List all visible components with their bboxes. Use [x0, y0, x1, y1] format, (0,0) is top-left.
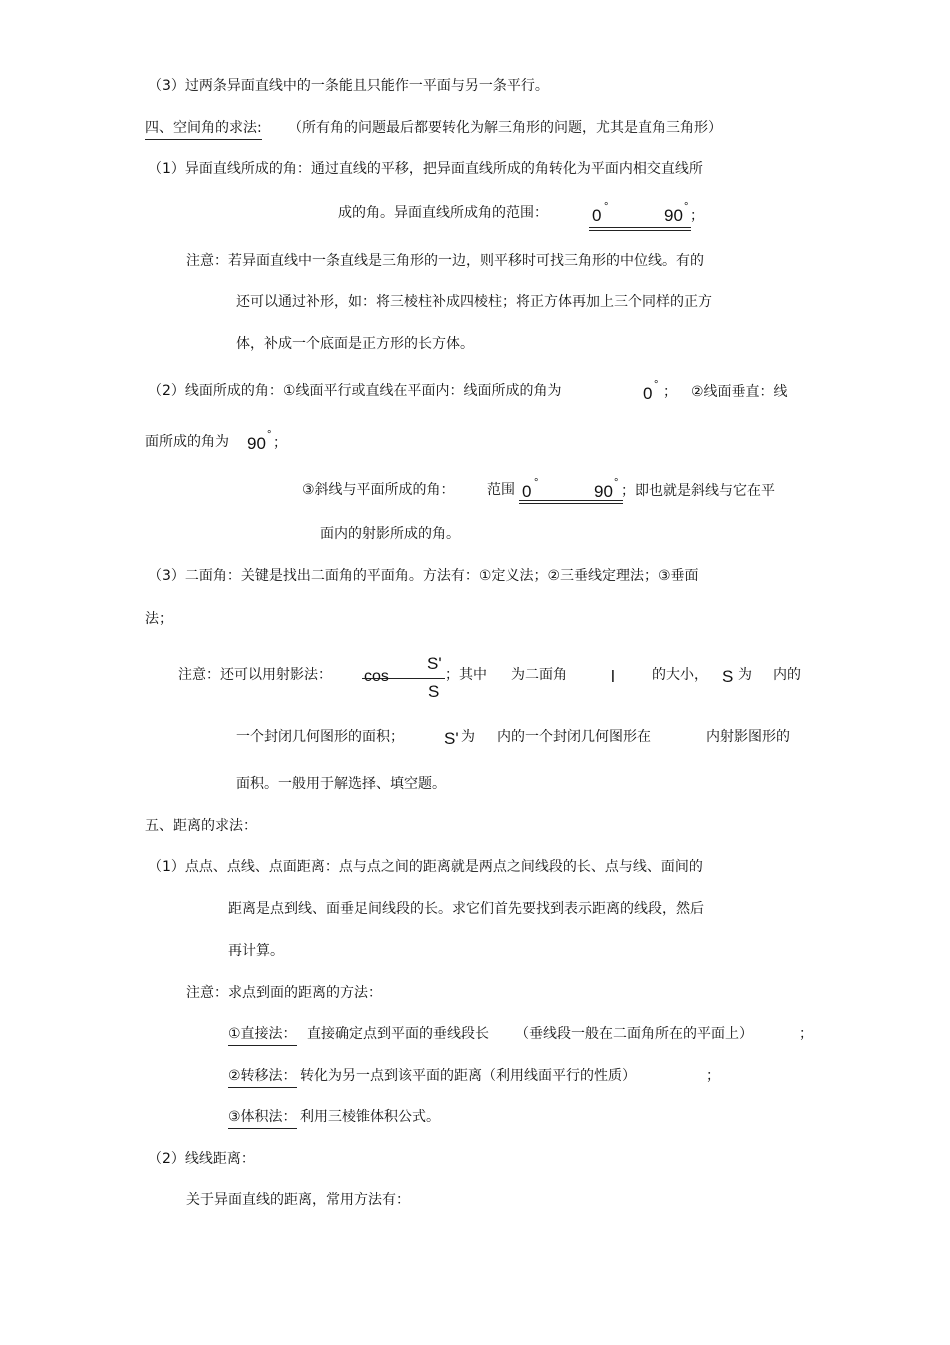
- text-line: （1）点点、点线、点面距离：点与点之间的距离就是两点之间线段的长、点与线、面间的: [148, 859, 703, 875]
- math-cos: cos: [364, 668, 389, 685]
- text-line: 成的角。异面直线所成角的范围：: [338, 205, 548, 221]
- text-line: ；其中: [445, 667, 487, 683]
- fraction-denominator: S: [428, 682, 440, 701]
- punctuation: ；: [799, 1026, 813, 1042]
- text-line: （所有角的问题最后都要转化为解三角形的问题，尤其是直角三角形）: [288, 120, 722, 136]
- note-line: 注意：若异面直线中一条直线是三角形的一边，则平移时可找三角形的中位线。有的: [186, 253, 704, 269]
- degree-symbol: °: [614, 477, 619, 489]
- text-line: 的大小，: [652, 667, 708, 683]
- double-underline: [589, 227, 691, 231]
- math-value: 90: [664, 206, 683, 225]
- text-line: 内的: [773, 667, 801, 683]
- text-line: 转化为另一点到该平面的距离（利用线面平行的性质）: [300, 1068, 636, 1084]
- text-line: 再计算。: [228, 943, 284, 959]
- note-line: 体，补成一个底面是正方形的长方体。: [236, 336, 474, 352]
- text-line: （3）过两条异面直线中的一条能且只能作一平面与另一条平行。: [148, 78, 549, 94]
- text-line: （1）异面直线所成的角：通过直线的平移，把异面直线所成的角转化为平面内相交直线所: [148, 161, 703, 177]
- text-line: 距离是点到线、面垂足间线段的长。求它们首先要找到表示距离的线段，然后: [228, 901, 704, 917]
- text-line: （2）线面所成的角：①线面平行或直线在平面内：线面所成的角为: [148, 383, 562, 399]
- text-line: （3）二面角：关键是找出二面角的平面角。方法有：①定义法；②三垂线定理法；③垂面: [148, 568, 699, 584]
- math-symbol: S': [444, 729, 459, 748]
- text-line: （垂线段一般在二面角所在的平面上）: [515, 1026, 753, 1042]
- degree-symbol: °: [654, 379, 659, 391]
- punctuation: ；: [706, 1068, 720, 1084]
- text-line: 面内的射影所成的角。: [320, 526, 460, 542]
- fraction-bar: [362, 678, 445, 679]
- fraction-numerator: S': [427, 654, 442, 673]
- math-symbol: S: [722, 667, 734, 686]
- degree-symbol: °: [267, 429, 272, 441]
- method-label: ②转移法：: [228, 1066, 297, 1088]
- degree-symbol: °: [604, 201, 609, 213]
- degree-symbol: °: [684, 201, 689, 213]
- section-heading: 五、距离的求法：: [145, 818, 257, 834]
- text-line: 面积。一般用于解选择、填空题。: [236, 776, 446, 792]
- text-line: 为: [461, 729, 475, 745]
- note-line: 还可以通过补形，如：将三棱柱补成四棱柱；将正方体再加上三个同样的正方: [236, 294, 712, 310]
- double-underline: [519, 500, 623, 504]
- text-line: 范围: [487, 482, 515, 498]
- text-line: （2）线线距离：: [148, 1151, 255, 1167]
- section-heading: 四、空间角的求法:: [145, 118, 262, 140]
- text-line: 利用三棱锥体积公式。: [300, 1109, 440, 1125]
- math-value: 0: [522, 482, 532, 501]
- text-line: ②线面垂直：线: [691, 384, 788, 400]
- text-line: ；即也就是斜线与它在平: [621, 483, 775, 499]
- punctuation: ；: [273, 435, 287, 451]
- math-value: 90: [594, 482, 613, 501]
- text-line: 法；: [145, 611, 173, 627]
- text-line: 为: [738, 667, 752, 683]
- text-line: 面所成的角为: [145, 434, 229, 450]
- method-label: ③体积法：: [228, 1107, 297, 1129]
- note-line: 注意：还可以用射影法：: [178, 667, 332, 683]
- text-line: 关于异面直线的距离，常用方法有：: [186, 1192, 410, 1208]
- text-line: 直接确定点到平面的垂线段长: [307, 1026, 489, 1042]
- punctuation: ；: [690, 208, 704, 224]
- text-line: 为二面角: [511, 667, 567, 683]
- math-value: 0: [643, 384, 653, 403]
- text-line: 一个封闭几何图形的面积；: [236, 729, 404, 745]
- degree-symbol: °: [534, 477, 539, 489]
- text-line: 内的一个封闭几何图形在: [497, 729, 651, 745]
- math-symbol: l: [611, 667, 615, 686]
- text-line: 内射影图形的: [706, 729, 790, 745]
- method-label: ①直接法：: [228, 1024, 297, 1046]
- note-line: 注意：求点到面的距离的方法：: [186, 985, 382, 1001]
- math-value: 0: [592, 206, 602, 225]
- math-value: 90: [247, 434, 266, 453]
- text-line: ③斜线与平面所成的角：: [302, 482, 455, 498]
- punctuation: ；: [663, 384, 677, 400]
